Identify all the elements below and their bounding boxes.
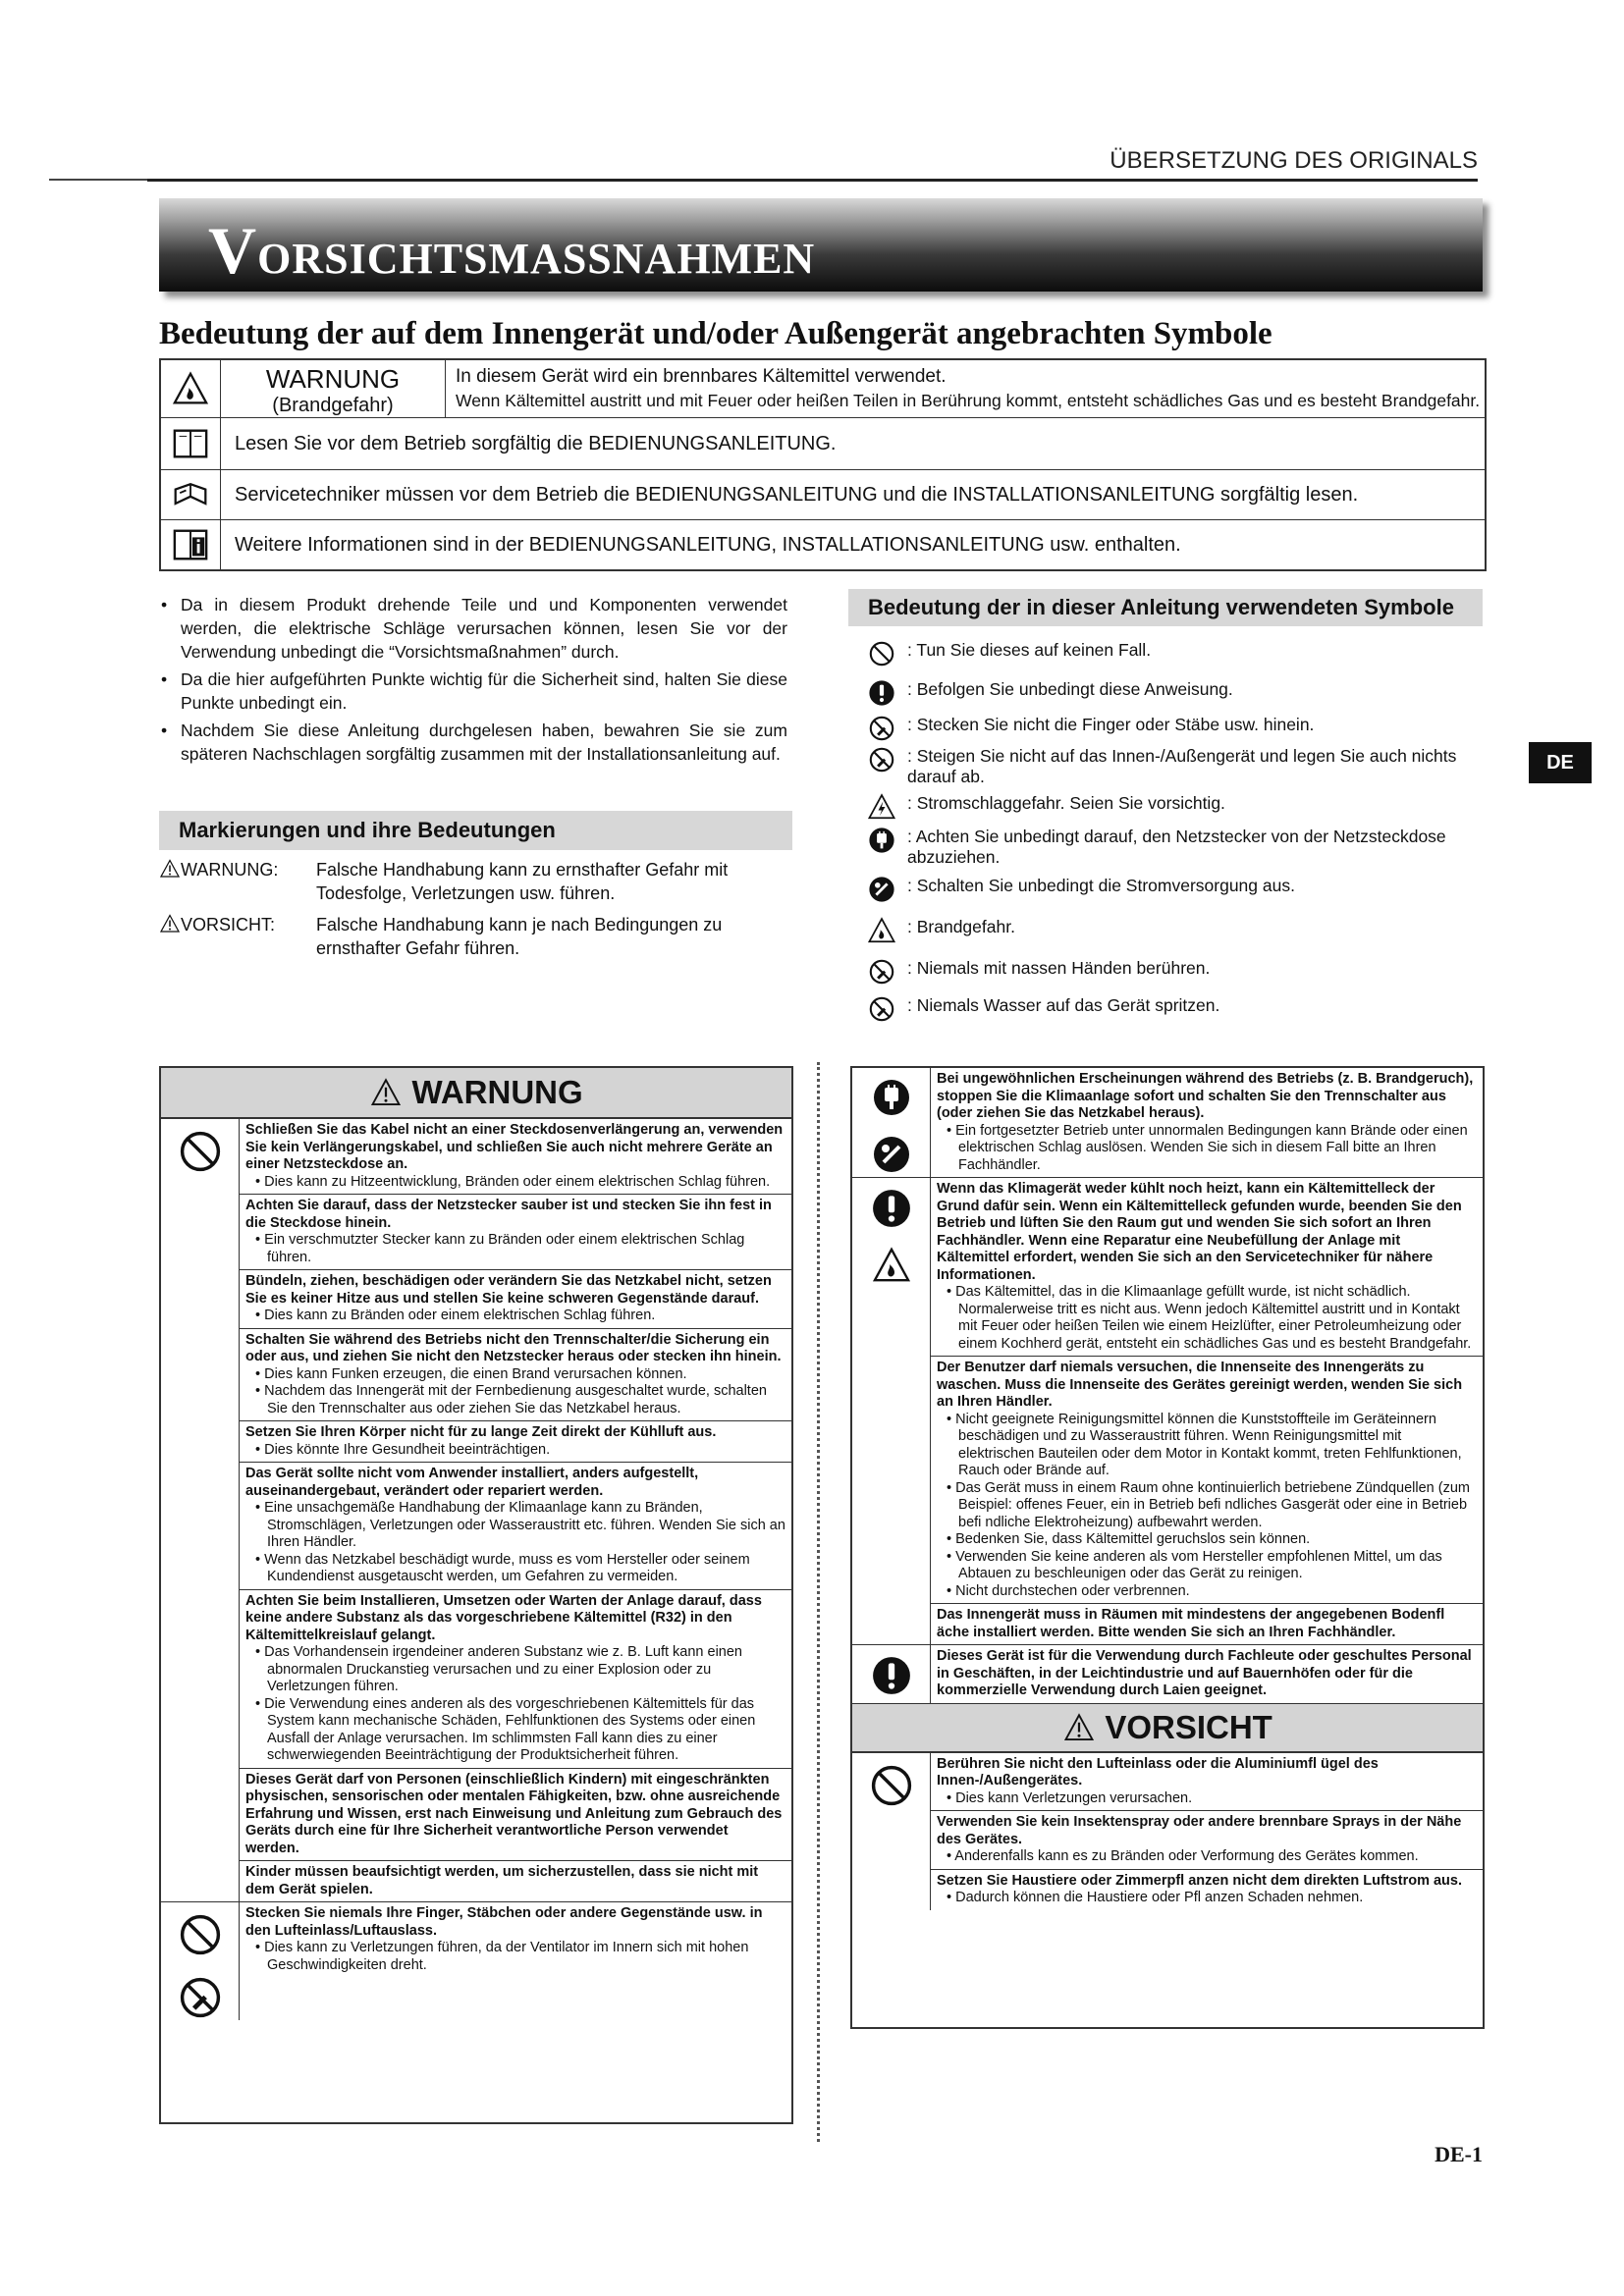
warning-group-icons <box>852 1068 931 1177</box>
manual-symbol-text: : Tun Sie dieses auf keinen Fall. <box>907 640 1152 660</box>
warning-group-icons <box>161 1902 240 2020</box>
warning-item-note: • Ein verschmutzter Stecker kann zu Bränden oder einem elektrischen Schlag führen. <box>255 1232 745 1265</box>
warning-line-2: Wenn Kältemittel austritt und mit Feuer oder heißen Teilen in Berührung kommt, entsteht schädliches Gas und es besteht Brandgefahr. <box>456 391 1481 410</box>
warning-item-heading: Der Benutzer darf niemals versuchen, die Innenseite des Innengeräts zu waschen. Muss die Innenseite des Gerätes gereinigt werden, wenden Sie sich an Ihren Händler. <box>937 1360 1463 1410</box>
warning-item-note: • Verwenden Sie keine anderen als vom Hersteller empfohlenen Mittel, um das Abtauen zu beschleunigen oder das Gerät zu reinigen. <box>947 1548 1442 1581</box>
marking-caution-text: VORSICHT: <box>181 915 276 934</box>
electric-shock-icon <box>868 793 895 821</box>
warning-group-icons <box>852 1645 931 1703</box>
prohibit-icon <box>868 640 895 667</box>
no-finger-icon <box>868 715 895 742</box>
manual-symbol-item <box>864 640 1483 667</box>
intro-bullets <box>159 593 787 770</box>
no-wet-hands-icon <box>868 958 895 986</box>
warning-item-heading: Schalten Sie während des Betriebs nicht den Trennschalter/die Sicherung ein oder aus, und ziehen Sie nicht den Netzstecker heraus oder stecken ihn hinein. <box>245 1331 782 1364</box>
warning-item <box>931 1068 1483 1177</box>
warning-item <box>240 1119 791 1194</box>
warning-group-2-content <box>240 1902 791 2020</box>
fire-warning-icon <box>161 360 221 417</box>
warning-item-note: • Das Gerät muss in einem Raum ohne kontinuierlich betriebene Zündquellen (zum Beispiel: offenes Feuer, ein in Betrieb befi ndliches Gasgerät oder eine in Betrieb befi ndliche Elektroheizung) aufbewahrt werden. <box>947 1479 1470 1530</box>
warning-label: WARNUNG <box>265 364 401 394</box>
right-group-1-content <box>931 1068 1483 1177</box>
right-group-3 <box>852 1644 1483 1703</box>
no-finger-icon <box>178 1975 223 2020</box>
title-capital: V <box>208 213 258 288</box>
warning-item-note: • Wenn das Netzkabel beschädigt wurde, muss es vom Hersteller oder seinem Kundendienst ausgetauscht werden, um Gefahren zu vermeiden. <box>255 1551 750 1584</box>
title-rest: ORSICHTSMASSNAHMEN <box>257 235 816 283</box>
warning-item-note: • Dies kann Verletzungen verursachen. <box>947 1789 1193 1806</box>
manual-symbol-item <box>864 793 1483 821</box>
caution-group <box>852 1752 1483 1910</box>
caution-triangle-icon <box>1062 1713 1096 1742</box>
marking-warning-row <box>159 858 792 905</box>
warning-item <box>240 1462 791 1589</box>
warning-group-1 <box>161 1118 791 1901</box>
warning-box-header <box>161 1068 791 1118</box>
warning-item-heading: Berühren Sie nicht den Lufteinlass oder die Aluminiumfl ügel des Innen-/Außengerätes. <box>937 1755 1379 1789</box>
manual-symbol-item <box>864 746 1483 787</box>
warning-group-icons <box>852 1178 931 1644</box>
mandatory-icon <box>871 1655 912 1696</box>
manual-symbol-item <box>864 827 1483 868</box>
warning-line-1: In diesem Gerät wird ein brennbares Kältemittel verwendet. <box>456 366 947 387</box>
warning-item <box>931 1178 1483 1356</box>
warning-triangle-icon <box>159 859 181 879</box>
warning-item-heading: Schließen Sie das Kabel nicht an einer Steckdosenverlängerung an, verwenden Sie kein Verlängerungskabel, und schließen Sie auch nicht mehrere Geräte an einer Netzsteckdose an. <box>245 1122 784 1172</box>
right-group-2-content <box>931 1178 1483 1644</box>
marking-warning-label <box>159 858 316 905</box>
marking-caution-label <box>159 913 316 960</box>
warning-item <box>931 1810 1483 1869</box>
warning-item-heading: Setzen Sie Haustiere oder Zimmerpfl anzen nicht dem direkten Luftstrom aus. <box>937 1872 1463 1889</box>
page-title <box>208 212 815 290</box>
warning-item-note: • Anderenfalls kann es zu Bränden oder Verformung des Gerätes kommen. <box>947 1848 1419 1864</box>
symbol-row-manual <box>161 417 1485 469</box>
manual-symbol-item <box>864 917 1483 944</box>
warning-item <box>240 1420 791 1462</box>
warning-item-note: • Dies kann Funken erzeugen, die einen Brand verursachen können. <box>255 1365 687 1382</box>
symbol-row-fire-warning <box>161 360 1485 417</box>
caution-triangle-icon <box>159 914 181 934</box>
title-banner <box>159 198 1483 292</box>
service-manual-icon <box>161 470 221 519</box>
translation-label: ÜBERSETZUNG DES ORIGINALS <box>1110 147 1478 174</box>
warning-item <box>931 1645 1483 1703</box>
power-off-icon <box>872 1135 911 1174</box>
warning-item-heading: Achten Sie darauf, dass der Netzstecker sauber ist und stecken Sie ihn fest in die Steckdose hinein. <box>245 1198 772 1231</box>
symbols-heading: Bedeutung der auf dem Innengerät und/oder Außengerät angebrachten Symbole <box>159 316 1272 351</box>
warning-item-note: • Dies könnte Ihre Gesundheit beeinträchtigen. <box>255 1441 551 1458</box>
warning-item-note: • Bedenken Sie, dass Kältemittel geruchslos sein können. <box>947 1531 1311 1547</box>
symbol-row-service <box>161 469 1485 519</box>
fire-hazard-icon <box>868 917 895 944</box>
warning-item-note: • Das Kältemittel, das in die Klimaanlage gefüllt wurde, ist nicht schädlich. Normalerweise tritt es nicht aus. Wenn jedoch Kältemittel austritt und in Kontakt mit Feuer oder heißen Teilen wie einem Heizlüfter, einer Petroleumheizung oder einem Kochherd gerät, entsteht ein schädliches Gas und es besteht Brandgefahr. <box>947 1284 1472 1352</box>
prohibit-icon <box>178 1129 223 1174</box>
warning-group-2 <box>161 1901 791 2020</box>
page-number: DE-1 <box>1435 2142 1483 2166</box>
unplug-icon <box>872 1078 911 1117</box>
intro-bullet: • Nachdem Sie diese Anleitung durchgelesen haben, bewahren Sie sie zum späteren Nachschlagen sorgfältig zusammen mit der Installationsanleitung auf. <box>159 719 787 766</box>
intro-bullet: • Da in diesem Produkt drehende Teile und und Komponenten verwendet werden, die elektrische Schläge verursachen können, lesen Sie vor der Verwendung unbedingt die “Vorsichtsmaßnahmen” durch. <box>159 593 787 664</box>
warning-item-note: • Dadurch können die Haustiere oder Pfl anzen Schaden nehmen. <box>947 1890 1364 1905</box>
warning-item-note: • Dies kann zu Hitzeentwicklung, Bränden oder einem elektrischen Schlag führen. <box>255 1173 771 1190</box>
manual-symbol-text: : Achten Sie unbedingt darauf, den Netzstecker von der Netzsteckdose abzuziehen. <box>907 827 1446 867</box>
warning-box <box>159 1066 793 2124</box>
warning-item-note: • Ein fortgesetzter Betrieb unter unnormalen Bedingungen kann Brände oder einen elektrischen Schlag auslösen. Wenden Sie sich in diesem Fall bitte an Ihren Fachhändler. <box>947 1122 1468 1173</box>
power-off-icon <box>868 876 895 903</box>
no-step-icon <box>868 746 895 774</box>
warning-item-note: • Nicht geeignete Reinigungsmittel können die Kunststoffteile im Geräteinnern beschädigen und zu Wasseraustritt führen. Wenn Reinigungsmittel mit elektrischen Bauteilen oder dem Motor in Kontakt kommt, treten Fehlfunktionen, Rauch oder Brände auf. <box>947 1411 1462 1478</box>
right-group-1 <box>852 1068 1483 1177</box>
marking-warning-desc: Falsche Handhabung kann zu ernsthafter Gefahr mit Todesfolge, Verletzungen usw. führen. <box>316 860 729 903</box>
warning-item-note: • Eine unsachgemäße Handhabung der Klimaanlage kann zu Bränden, Stromschlägen, Verletzungen oder Wasseraustritt etc. führen. Wenden Sie sich an Ihren Händler. <box>255 1500 785 1550</box>
book-icon <box>161 418 221 469</box>
warning-item <box>931 1603 1483 1644</box>
warning-item-heading: Das Gerät sollte nicht vom Anwender installiert, anders aufgestellt, auseinandergebaut, verändert oder repariert werden. <box>245 1466 699 1499</box>
manual-symbol-item <box>864 679 1483 707</box>
warning-item-heading: Dieses Gerät darf von Personen (einschließlich Kindern) mit eingeschränkten physischen, sensorischen oder mentalen Fähigkeiten, bzw. ohne ausreichende Erfahrung und Wissen, erst nach Einweisung und Anleitung zum Gebrauch des Geräts durch eine für Ihre Sicherheit verantwortliche Person verwendet werden. <box>245 1771 783 1856</box>
right-group-2 <box>852 1177 1483 1644</box>
no-water-spray-icon <box>868 995 895 1023</box>
prohibit-icon <box>869 1763 914 1808</box>
caution-group-content <box>931 1753 1483 1910</box>
warning-item-heading: Setzen Sie Ihren Körper nicht für zu lange Zeit direkt der Kühlluft aus. <box>245 1424 717 1440</box>
warning-item <box>240 1768 791 1861</box>
warning-group-icons <box>161 1119 240 1901</box>
warning-item-note: • Die Verwendung eines anderen als des vorgeschriebenen Kältemittels für das System kann mechanische Schäden, Fehlfunktionen des Systems oder einen Ausfall der Anlage verursachen. Im schlimmsten Fall kann dies zu einer schwerwiegenden Beeinträchtigung der Produktsicherheit führen. <box>255 1695 756 1763</box>
warning-item <box>240 1860 791 1901</box>
right-group-3-content <box>931 1645 1483 1703</box>
warning-item-note: • Dies kann zu Bränden oder einem elektrischen Schlag führen. <box>255 1308 656 1323</box>
intro-bullet: • Da die hier aufgeführten Punkte wichtig für die Sicherheit sind, halten Sie diese Punkte unbedingt ein. <box>159 667 787 715</box>
warning-item-heading: Stecken Sie niemals Ihre Finger, Stäbchen oder andere Gegenstände usw. in den Lufteinlass/Luftauslass. <box>245 1905 763 1939</box>
warning-item-note: • Dies kann zu Verletzungen führen, da der Ventilator im Innern sich mit hohen Geschwindigkeiten dreht. <box>255 1940 749 1973</box>
warning-item-heading: Das Innengerät muss in Räumen mit mindestens der angegebenen Bodenfl äche installiert werden. Bitte wenden Sie sich an Ihren Fachhändler. <box>937 1607 1445 1640</box>
manual-symbol-item <box>864 715 1483 742</box>
warning-group-icons <box>852 1753 931 1910</box>
warning-item-heading: Dieses Gerät ist für die Verwendung durch Fachleute oder geschultes Personal in Geschäften, in der Leichtindustrie und auf Bauernhöfen oder für die kommerzielle Verwendung durch Laien geeignet. <box>937 1648 1472 1698</box>
symbol-row-text: Servicetechniker müssen vor dem Betrieb die BEDIENUNGSANLEITUNG und die INSTALLATIONSANLEITUNG sorgfältig lesen. <box>235 483 1359 506</box>
manual-symbol-text: : Niemals mit nassen Händen berühren. <box>907 958 1211 978</box>
symbol-table <box>159 358 1487 571</box>
manual-symbol-text: : Stecken Sie nicht die Finger oder Stäbe usw. hinein. <box>907 715 1315 734</box>
manual-symbol-text: : Niemals Wasser auf das Gerät spritzen. <box>907 995 1220 1015</box>
warning-item-heading: Bei ungewöhnlichen Erscheinungen während des Betriebs (z. B. Brandgeruch), stoppen Sie die Klimaanlage sofort und schalten Sie den Trennschalter aus (oder ziehen Sie das Netzkabel heraus). <box>937 1071 1474 1121</box>
warning-item-note: • Das Vorhandensein irgendeiner anderen Substanz wie z. B. Luft kann einen abnormalen Druckanstieg verursachen und zu einer Explosion oder zu Verletzungen führen. <box>255 1644 742 1694</box>
info-book-icon <box>161 520 221 569</box>
language-tab: DE <box>1529 742 1592 783</box>
warning-item-heading: Bündeln, ziehen, beschädigen oder verändern Sie das Netzkabel nicht, setzen Sie es keiner Hitze aus und stellen Sie keine schweren Gegenstände darauf. <box>245 1273 772 1307</box>
warning-description <box>446 365 1485 412</box>
caution-box-title: VORSICHT <box>1105 1708 1272 1745</box>
unplug-icon <box>868 827 895 854</box>
manual-symbol-text: : Steigen Sie nicht auf das Innen-/Außengerät und legen Sie auch nichts darauf ab. <box>907 746 1457 786</box>
warning-item-heading: Achten Sie beim Installieren, Umsetzen oder Warten der Anlage darauf, dass keine andere Substanz als das vorgeschriebene Kältemittel (R32) in den Kältemittelkreislauf gelangt. <box>245 1592 762 1643</box>
warning-box-continued <box>850 1066 1485 2029</box>
prohibit-icon <box>178 1912 223 1957</box>
warning-item <box>931 1869 1483 1910</box>
warning-box-title: WARNUNG <box>411 1074 583 1110</box>
warning-sublabel: (Brandgefahr) <box>272 395 394 416</box>
marking-caution-row <box>159 913 792 960</box>
warning-item-heading: Wenn das Klimagerät weder kühlt noch heizt, kann ein Kältemittelleck der Grund dafür sein. Wenn ein Kältemittelleck gefunden wurde, beenden Sie den Betrieb und lüften Sie den Raum gut und wenden Sie sich sofort an Ihren Fachhändler. Wenn eine Reparatur eine Neubefüllung der Anlage mit Kältemittel erfordert, wenden Sie sich an den Servicetechniker für nähere Informationen. <box>937 1181 1462 1283</box>
warning-item <box>240 1902 791 1977</box>
manual-symbol-text: : Stromschlaggefahr. Seien Sie vorsichtig. <box>907 793 1225 813</box>
manual-symbol-item <box>864 995 1483 1023</box>
warning-triangle-icon <box>369 1078 403 1107</box>
warning-item <box>931 1753 1483 1811</box>
markings-heading: Markierungen und ihre Bedeutungen <box>159 811 792 850</box>
manual-symbol-text: : Brandgefahr. <box>907 917 1015 936</box>
warning-item <box>240 1269 791 1328</box>
warning-item <box>931 1356 1483 1603</box>
marking-caution-desc: Falsche Handhabung kann je nach Bedingungen zu ernsthafter Gefahr führen. <box>316 915 723 958</box>
warning-item-heading: Kinder müssen beaufsichtigt werden, um sicherzustellen, dass sie nicht mit dem Gerät spielen. <box>245 1864 759 1897</box>
symbol-row-info <box>161 519 1485 569</box>
warning-item <box>240 1194 791 1269</box>
manual-symbol-item <box>864 958 1483 986</box>
warning-item <box>240 1328 791 1421</box>
warning-item-heading: Verwenden Sie kein Insektenspray oder andere brennbare Sprays in der Nähe des Gerätes. <box>937 1814 1462 1847</box>
manual-symbol-text: : Schalten Sie unbedingt die Stromversorgung aus. <box>907 876 1295 895</box>
manual-symbol-item <box>864 876 1483 903</box>
symbol-row-text: Weitere Informationen sind in der BEDIENUNGSANLEITUNG, INSTALLATIONSANLEITUNG usw. enthalten. <box>235 533 1181 556</box>
warning-item <box>240 1589 791 1768</box>
symbol-row-text: Lesen Sie vor dem Betrieb sorgfältig die BEDIENUNGSANLEITUNG. <box>235 432 837 454</box>
warning-item-note: • Nicht durchstechen oder verbrennen. <box>947 1582 1190 1599</box>
warning-item-note: • Nachdem das Innengerät mit der Fernbedienung ausgeschaltet wurde, schalten Sie den Trennschalter aus oder ziehen Sie das Netzkabel heraus. <box>255 1383 767 1416</box>
marking-warning-text: WARNUNG: <box>181 860 279 880</box>
mandatory-icon <box>871 1188 912 1229</box>
warning-group-1-content <box>240 1119 791 1901</box>
fire-hazard-icon <box>873 1247 910 1284</box>
warning-label-cell <box>221 360 446 417</box>
manual-symbols-heading: Bedeutung der in dieser Anleitung verwendeten Symbole <box>848 589 1483 626</box>
mandatory-icon <box>868 679 895 707</box>
column-divider <box>817 1062 820 2142</box>
caution-box-header <box>852 1703 1483 1752</box>
manual-symbol-text: : Befolgen Sie unbedingt diese Anweisung. <box>907 679 1233 699</box>
header-rule-thick <box>147 179 1478 182</box>
